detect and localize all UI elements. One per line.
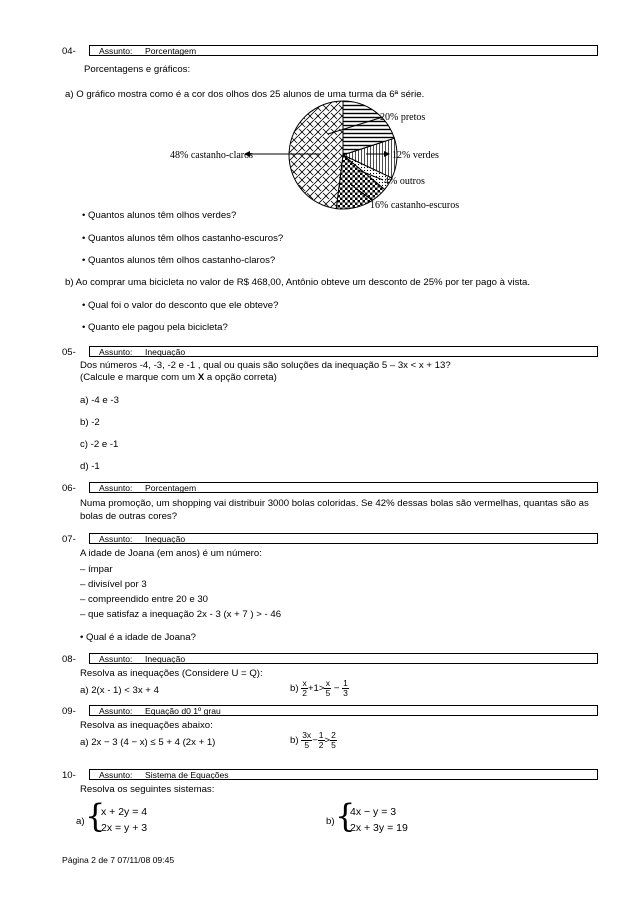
label-outros: 4% outros xyxy=(384,176,425,187)
q04-part-a: a) O gráfico mostra como é a cor dos olhos dos 25 alunos de uma turma da 6ª série. xyxy=(65,89,425,100)
numerator: 1 xyxy=(318,730,324,740)
bullet-item: • Qual foi o valor do desconto que ele obteve? xyxy=(82,300,279,311)
q06-line-2: bolas de outras cores? xyxy=(80,511,178,522)
q10-intro: Resolva os seguintes sistemas: xyxy=(80,784,215,795)
bullet-text: Qual é a idade de Joana? xyxy=(86,632,196,643)
subject-box-07 xyxy=(89,533,598,544)
bullet-item: • Qual é a idade de Joana? xyxy=(80,632,196,643)
denominator: 3 xyxy=(343,688,348,698)
q07-item: – divisível por 3 xyxy=(80,579,147,590)
label-claros: 48% castanho-claros xyxy=(170,150,254,161)
instruction-pre: (Calcule e marque com um xyxy=(80,372,198,383)
numerator: 3x xyxy=(302,730,312,740)
bullet-item: • Quantos alunos têm olhos castanho-escuros? xyxy=(82,233,284,244)
q09-part-a: a) 2x − 3 (4 − x) ≤ 5 + 4 (2x + 1) xyxy=(80,737,216,748)
denominator: 5 xyxy=(304,740,310,750)
denominator: 2 xyxy=(318,740,324,750)
subject-box-06 xyxy=(89,482,598,493)
part-label: b) xyxy=(290,683,299,695)
question-number-08: 08- xyxy=(62,654,76,665)
operator: +1> xyxy=(307,683,325,695)
operator: − xyxy=(333,683,340,695)
denominator: 5 xyxy=(331,740,336,750)
q10-part-b-label: b) xyxy=(326,816,335,827)
q04-part-b: b) Ao comprar uma bicicleta no valor de R$ 468,00, Antônio obteve um desconto de 25% por ter pago à vista. xyxy=(65,277,531,288)
denominator: 2 xyxy=(302,688,307,698)
label-verdes: 12% verdes xyxy=(392,150,439,161)
question-number-04: 04- xyxy=(62,46,76,57)
subject-value: Inequação xyxy=(145,534,186,544)
subject-key: Assunto: xyxy=(99,770,133,780)
q05-instruction xyxy=(80,372,277,383)
numerator: x xyxy=(325,678,330,688)
option-a: a) -4 e -3 xyxy=(80,395,119,406)
question-number-09: 09- xyxy=(62,706,76,717)
bullet-item: • Quantos alunos têm olhos castanho-claros? xyxy=(82,255,276,266)
question-number-10: 10- xyxy=(62,770,76,781)
q08-part-a: a) 2(x - 1) < 3x + 4 xyxy=(80,685,159,696)
subject-value: Inequação xyxy=(145,347,186,357)
denominator: 5 xyxy=(325,688,331,698)
fraction xyxy=(330,731,337,750)
q06-line-1: Numa promoção, um shopping vai distribuir 3000 bolas coloridas. Se 42% dessas bolas são vermelhas, quantas são as xyxy=(80,498,589,509)
subject-key: Assunto: xyxy=(99,46,133,56)
subject-value: Porcentagem xyxy=(145,483,197,493)
operator: − xyxy=(312,735,318,747)
bullet-text: Qual foi o valor do desconto que ele obteve? xyxy=(88,300,279,311)
numerator: 2 xyxy=(331,730,336,740)
q08-part-b xyxy=(290,679,349,698)
bullet-text: Quantos alunos têm olhos castanho-claros? xyxy=(88,255,276,266)
subject-box-10 xyxy=(89,769,598,780)
bullet-text: Quanto ele pagou pela bicicleta? xyxy=(88,322,228,333)
q10-part-a-label: a) xyxy=(76,816,85,827)
subject-key: Assunto: xyxy=(99,654,133,664)
numerator: 1 xyxy=(343,678,348,688)
q07-item: – ímpar xyxy=(80,564,113,575)
q07-item: – que satisfaz a inequação 2x - 3 (x + 7 ) > - 46 xyxy=(80,609,282,620)
subject-box-05 xyxy=(89,346,598,357)
label-pretos: 20% pretos xyxy=(380,112,426,123)
q05-statement: Dos números -4, -3, -2 e -1 , qual ou quais são soluções da inequação 5 – 3x < x + 13? xyxy=(80,360,451,371)
system-b-equation-1: 4x − y = 3 xyxy=(350,806,397,818)
numerator: x xyxy=(302,678,307,688)
subject-value: Inequação xyxy=(145,654,186,664)
q09-intro: Resolva as inequações abaixo: xyxy=(80,720,213,731)
left-brace-icon: { xyxy=(335,797,356,835)
left-brace-icon: { xyxy=(85,797,106,835)
q09-part-b xyxy=(290,731,337,750)
bullet-text: Quantos alunos têm olhos verdes? xyxy=(88,210,237,221)
subject-value: Sistema de Equações xyxy=(145,770,229,780)
page-footer: Página 2 de 7 07/11/08 09:45 xyxy=(62,855,175,865)
part-label: b) xyxy=(290,735,299,747)
subject-value: Equação d0 1º grau xyxy=(145,706,221,716)
instruction-bold: X xyxy=(197,372,205,383)
subject-box-08 xyxy=(89,653,598,664)
fraction xyxy=(318,731,325,750)
subject-box-09 xyxy=(89,705,598,716)
subject-value: Porcentagem xyxy=(145,46,197,56)
subject-key: Assunto: xyxy=(99,483,133,493)
operator: > xyxy=(324,735,331,747)
option-d: d) -1 xyxy=(80,461,100,472)
option-b: b) -2 xyxy=(80,417,100,428)
fraction xyxy=(301,731,312,750)
system-a-equation-1: x + 2y = 4 xyxy=(101,806,148,818)
bullet-text: Quantos alunos têm olhos castanho-escuros? xyxy=(88,233,284,244)
system-b-equation-2: 2x + 3y = 19 xyxy=(350,822,408,834)
system-a-equation-2: 2x = y + 3 xyxy=(101,822,148,834)
bullet-item: • Quanto ele pagou pela bicicleta? xyxy=(82,322,228,333)
fraction xyxy=(324,679,331,698)
question-number-06: 06- xyxy=(62,483,76,494)
instruction-post: a opção correta) xyxy=(204,372,277,383)
q08-intro: Resolva as inequações (Considere U = Q): xyxy=(80,668,263,679)
eye-color-pie-chart xyxy=(150,100,480,215)
label-escuros: 16% castanho-escuros xyxy=(370,200,460,211)
bullet-item: • Quantos alunos têm olhos verdes? xyxy=(82,210,237,221)
subject-box-04 xyxy=(89,45,598,56)
q07-intro: A idade de Joana (em anos) é um número: xyxy=(80,548,262,559)
fraction xyxy=(342,679,349,698)
subject-key: Assunto: xyxy=(99,706,133,716)
q04-heading: Porcentagens e gráficos: xyxy=(84,64,191,75)
question-number-05: 05- xyxy=(62,347,76,358)
subject-key: Assunto: xyxy=(99,347,133,357)
pie-slice-castanho-claros xyxy=(289,101,343,209)
q07-item: – compreendido entre 20 e 30 xyxy=(80,594,209,605)
subject-key: Assunto: xyxy=(99,534,133,544)
fraction xyxy=(301,679,308,698)
question-number-07: 07- xyxy=(62,534,76,545)
option-c: c) -2 e -1 xyxy=(80,439,119,450)
